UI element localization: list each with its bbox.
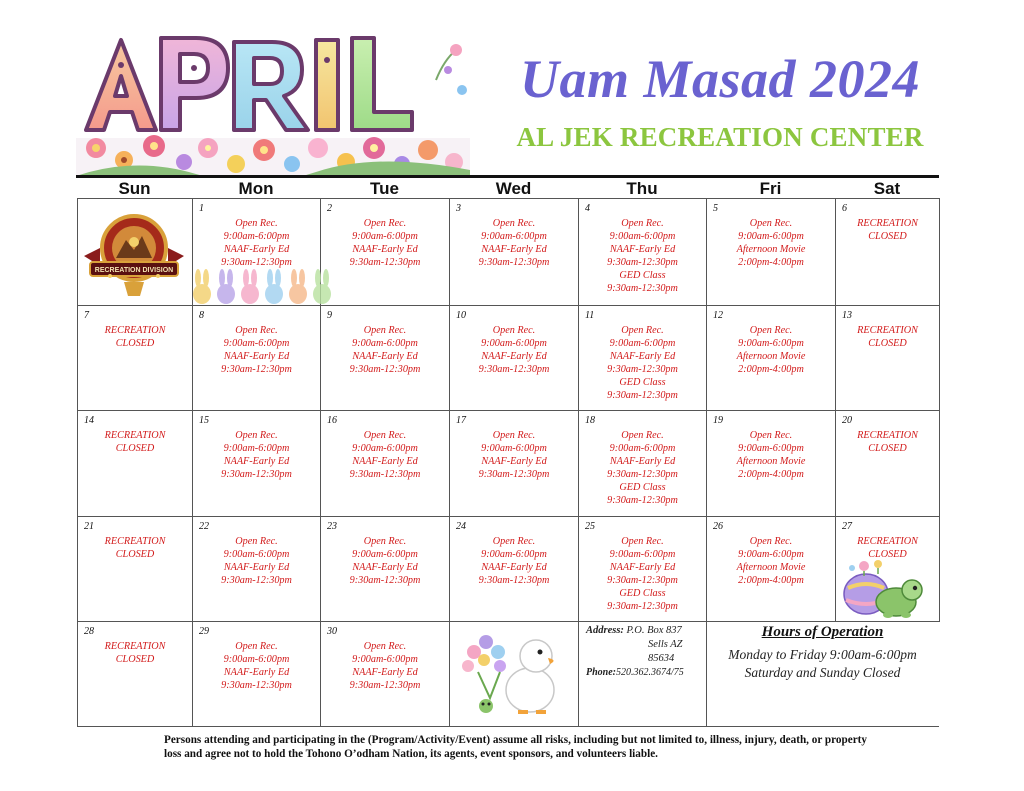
duck-flowers-icon [456, 628, 568, 718]
calendar-day-4 [578, 198, 707, 306]
calendar-day-5 [706, 198, 836, 306]
day-events [707, 429, 835, 481]
page-title: Uam Masad 2024 [519, 49, 921, 109]
event-line: RECREATION [857, 536, 918, 547]
event-line: NAAF-Early Ed [481, 351, 547, 363]
event-line: NAAF-Early Ed [352, 456, 418, 468]
event-line: RECREATION [104, 536, 166, 547]
event-line: 9:30am-12:30pm [607, 575, 678, 587]
event-line: NAAF-Early Ed [352, 244, 418, 256]
event-line: 9:00am-6:00pm [609, 231, 676, 243]
calendar-day-21 [77, 516, 193, 622]
hours-weekend: Saturday and Sunday Closed [744, 665, 901, 680]
event-line: RECREATION [857, 218, 918, 229]
event-line: Open Rec. [621, 218, 664, 229]
event-line: RECREATION [104, 430, 166, 441]
event-line: Open Rec. [492, 536, 536, 547]
event-line: NAAF-Early Ed [223, 456, 290, 468]
day-events [707, 535, 835, 587]
event-line: NAAF-Early Ed [352, 351, 418, 363]
event-line: NAAF-Early Ed [609, 456, 676, 468]
event-line: 9:00am-6:00pm [352, 654, 418, 666]
event-line: 9:30am-12:30pm [607, 364, 678, 376]
event-line: 9:30am-12:30pm [221, 257, 292, 269]
event-line: 9:00am-6:00pm [738, 549, 804, 561]
event-line: Open Rec. [749, 325, 793, 336]
april-banner [76, 20, 470, 178]
calendar-day-12 [706, 305, 836, 411]
event-line: NAAF-Early Ed [223, 244, 290, 256]
event-line: GED Class [619, 482, 666, 494]
event-line: Open Rec. [235, 641, 278, 652]
address-line1: P.O. Box 837 [626, 625, 682, 636]
day-events [321, 429, 449, 481]
event-line: Open Rec. [235, 325, 278, 336]
day-events [450, 217, 578, 269]
weekday-fri: Fri [759, 179, 782, 198]
event-line: NAAF-Early Ed [223, 667, 290, 679]
event-line: 9:00am-6:00pm [738, 443, 804, 455]
day-number: 18 [585, 415, 595, 426]
event-line: 2:00pm-4:00pm [738, 257, 804, 269]
event-line: GED Class [619, 377, 666, 389]
event-line: 9:00am-6:00pm [352, 443, 418, 455]
event-line: 9:00am-6:00pm [352, 549, 418, 561]
day-number: 30 [327, 626, 337, 637]
day-events [836, 324, 939, 350]
event-line: NAAF-Early Ed [352, 667, 418, 679]
event-line: 9:00am-6:00pm [352, 338, 418, 350]
day-events [707, 217, 835, 269]
day-events [321, 217, 449, 269]
event-line: Open Rec. [235, 218, 278, 229]
day-number: 27 [842, 521, 852, 532]
event-line: 9:30am-12:30pm [607, 601, 678, 613]
event-line: 9:30am-12:30pm [349, 469, 421, 481]
weekday-sat: Sat [873, 179, 901, 198]
event-line: Afternoon Movie [736, 351, 806, 363]
event-line: CLOSED [868, 338, 907, 350]
event-line: GED Class [619, 588, 666, 600]
event-line: 9:30am-12:30pm [478, 469, 550, 481]
hours-of-operation [706, 620, 939, 726]
event-line: 9:30am-12:30pm [221, 469, 292, 481]
event-line: Open Rec. [363, 430, 407, 441]
event-line: 9:30am-12:30pm [221, 364, 292, 376]
day-events [193, 217, 320, 269]
phone-label: Phone: [586, 667, 616, 678]
event-line: Open Rec. [749, 430, 793, 441]
day-number: 13 [842, 310, 852, 321]
liability-disclaimer: Persons attending and participating in the (Program/Activity/Event) assume all risks, including but not limited to, illness, injury, death, or property loss and agree not to hold the Tohono O’odham Nation, its agents, event sponsors, and volunteers liable. [164, 734, 867, 760]
event-line: 9:30am-12:30pm [607, 390, 678, 402]
day-number: 24 [456, 521, 466, 532]
calendar-day-30 [320, 621, 450, 727]
event-line: 9:00am-6:00pm [223, 443, 290, 455]
event-line: RECREATION [104, 325, 166, 336]
event-line: CLOSED [868, 549, 907, 561]
event-line: CLOSED [115, 654, 155, 666]
event-line: Afternoon Movie [736, 562, 806, 574]
event-line: RECREATION [857, 430, 918, 441]
event-line: NAAF-Early Ed [223, 562, 290, 574]
event-line: 9:30am-12:30pm [607, 283, 678, 295]
event-line: Open Rec. [363, 325, 407, 336]
calendar-day-7 [77, 305, 193, 411]
event-line: 2:00pm-4:00pm [738, 469, 804, 481]
event-line: Open Rec. [621, 430, 664, 441]
day-number: 28 [84, 626, 94, 637]
calendar-day-9 [320, 305, 450, 411]
event-line: 9:00am-6:00pm [481, 443, 547, 455]
event-line: 9:00am-6:00pm [609, 549, 676, 561]
day-number: 29 [199, 626, 209, 637]
event-line: 9:00am-6:00pm [738, 231, 804, 243]
event-line: 9:00am-6:00pm [609, 338, 676, 350]
weekday-wed: Wed [495, 179, 532, 198]
calendar-day-19 [706, 410, 836, 517]
event-line: 2:00pm-4:00pm [738, 364, 804, 376]
event-line: Open Rec. [492, 430, 536, 441]
day-number: 25 [585, 521, 595, 532]
day-events [321, 535, 449, 587]
svg-text:RECREATION DIVISION: RECREATION DIVISION [94, 267, 174, 274]
event-line: 9:30am-12:30pm [478, 364, 550, 376]
day-events [193, 535, 320, 587]
day-number: 17 [456, 415, 466, 426]
event-line: CLOSED [868, 231, 907, 243]
day-number: 16 [327, 415, 337, 426]
event-line: 9:30am-12:30pm [349, 364, 421, 376]
hours-weekday: Monday to Friday 9:00am-6:00pm [728, 647, 917, 662]
event-line: 9:00am-6:00pm [223, 338, 290, 350]
calendar-day-14 [77, 410, 193, 517]
day-number: 3 [456, 203, 461, 214]
event-line: 9:00am-6:00pm [481, 231, 547, 243]
calendar-day-8 [192, 305, 321, 411]
day-events [707, 324, 835, 376]
calendar-day-28 [77, 621, 193, 727]
day-events [78, 640, 192, 666]
weekday-sun: Sun [118, 179, 151, 198]
event-line: 9:30am-12:30pm [349, 575, 421, 587]
day-number: 1 [199, 203, 204, 214]
address-label: Address: [586, 625, 624, 636]
day-events [450, 429, 578, 481]
day-number: 10 [456, 310, 466, 321]
event-line: 9:30am-12:30pm [607, 469, 678, 481]
day-number: 22 [199, 521, 209, 532]
event-line: RECREATION [857, 325, 918, 336]
event-line: NAAF-Early Ed [352, 562, 418, 574]
event-line: NAAF-Early Ed [223, 351, 290, 363]
day-number: 20 [842, 415, 852, 426]
event-line: Open Rec. [235, 430, 278, 441]
event-line: Open Rec. [492, 218, 536, 229]
event-line: 9:00am-6:00pm [481, 549, 547, 561]
contact-info [578, 620, 706, 726]
hours-title: Hours of Operation [761, 624, 884, 640]
calendar-day-20 [835, 410, 940, 517]
calendar-day-16 [320, 410, 450, 517]
day-number: 26 [713, 521, 723, 532]
day-number: 19 [713, 415, 723, 426]
day-events [836, 429, 939, 455]
calendar-day-23 [320, 516, 450, 622]
event-line: Open Rec. [363, 536, 407, 547]
day-events [836, 217, 939, 243]
turtle-egg-icon [838, 558, 926, 620]
event-line: Afternoon Movie [736, 456, 806, 468]
event-line: NAAF-Early Ed [609, 244, 676, 256]
day-number: 4 [585, 203, 590, 214]
event-line: 9:00am-6:00pm [223, 549, 290, 561]
calendar-day-26 [706, 516, 836, 622]
event-line: RECREATION [104, 641, 166, 652]
calendar-day-17 [449, 410, 579, 517]
calendar-day-3 [449, 198, 579, 306]
event-line: 9:30am-12:30pm [349, 257, 421, 269]
recreation-division-logo [80, 210, 188, 302]
day-number: 21 [84, 521, 94, 532]
event-line: 9:00am-6:00pm [223, 654, 290, 666]
weekday-thu: Thu [626, 179, 658, 198]
event-line: 9:30am-12:30pm [478, 575, 550, 587]
event-line: Open Rec. [749, 536, 793, 547]
event-line: 9:00am-6:00pm [481, 338, 547, 350]
day-events [579, 324, 706, 403]
day-number: 15 [199, 415, 209, 426]
calendar-day-22 [192, 516, 321, 622]
weekday-tue: Tue [370, 179, 399, 198]
day-events [450, 535, 578, 587]
event-line: 9:00am-6:00pm [609, 443, 676, 455]
day-events [579, 429, 706, 508]
day-events [78, 429, 192, 455]
day-events [193, 640, 320, 692]
event-line: Open Rec. [363, 218, 407, 229]
event-line: 9:30am-12:30pm [221, 575, 292, 587]
event-line: 9:30am-12:30pm [607, 495, 678, 507]
calendar-day-15 [192, 410, 321, 517]
event-line: Open Rec. [492, 325, 536, 336]
day-events [78, 324, 192, 350]
day-number: 8 [199, 310, 204, 321]
event-line: NAAF-Early Ed [609, 351, 676, 363]
day-number: 14 [84, 415, 94, 426]
calendar-day-13 [835, 305, 940, 411]
event-line: NAAF-Early Ed [609, 562, 676, 574]
day-number: 5 [713, 203, 718, 214]
event-line: 9:30am-12:30pm [478, 257, 550, 269]
day-events [321, 324, 449, 376]
event-line: 9:00am-6:00pm [352, 231, 418, 243]
address-line2: Sells AZ 85634 [648, 639, 683, 664]
day-number: 9 [327, 310, 332, 321]
calendar-day-25 [578, 516, 707, 622]
page-subtitle: AL JEK RECREATION CENTER [516, 122, 924, 152]
day-events [193, 429, 320, 481]
day-events [579, 535, 706, 614]
event-line: NAAF-Early Ed [481, 244, 547, 256]
event-line: Open Rec. [235, 536, 278, 547]
event-line: Open Rec. [749, 218, 793, 229]
event-line: 9:00am-6:00pm [738, 338, 804, 350]
day-events [450, 324, 578, 376]
event-line: CLOSED [115, 549, 155, 561]
event-line: CLOSED [868, 443, 907, 455]
phone-number: 520.362.3674/75 [616, 667, 684, 678]
event-line: NAAF-Early Ed [481, 562, 547, 574]
event-line: Open Rec. [621, 536, 664, 547]
event-line: 9:30am-12:30pm [221, 680, 292, 692]
day-events [579, 217, 706, 296]
event-line: CLOSED [115, 338, 155, 350]
event-line: 9:30am-12:30pm [607, 257, 678, 269]
event-line: 2:00pm-4:00pm [738, 575, 804, 587]
event-line: Afternoon Movie [736, 244, 806, 256]
day-number: 6 [842, 203, 847, 214]
day-events [78, 535, 192, 561]
day-events [321, 640, 449, 692]
calendar-day-6 [835, 198, 940, 306]
day-number: 7 [84, 310, 89, 321]
event-line: 9:00am-6:00pm [223, 231, 290, 243]
easter-bunnies-icon [190, 268, 340, 304]
event-line: 9:30am-12:30pm [349, 680, 421, 692]
day-number: 12 [713, 310, 723, 321]
calendar-day-29 [192, 621, 321, 727]
calendar-day-24 [449, 516, 579, 622]
banner-text: APRIL [76, 20, 79, 21]
event-line: NAAF-Early Ed [481, 456, 547, 468]
calendar-day-10 [449, 305, 579, 411]
day-number: 23 [327, 521, 337, 532]
event-line: Open Rec. [621, 325, 664, 336]
calendar-day-18 [578, 410, 707, 517]
calendar-day-11 [578, 305, 707, 411]
day-events [193, 324, 320, 376]
day-number: 11 [585, 310, 595, 321]
event-line: Open Rec. [363, 641, 407, 652]
day-number: 2 [327, 203, 332, 214]
event-line: CLOSED [115, 443, 155, 455]
event-line: GED Class [619, 270, 666, 282]
weekday-mon: Mon [238, 179, 274, 198]
